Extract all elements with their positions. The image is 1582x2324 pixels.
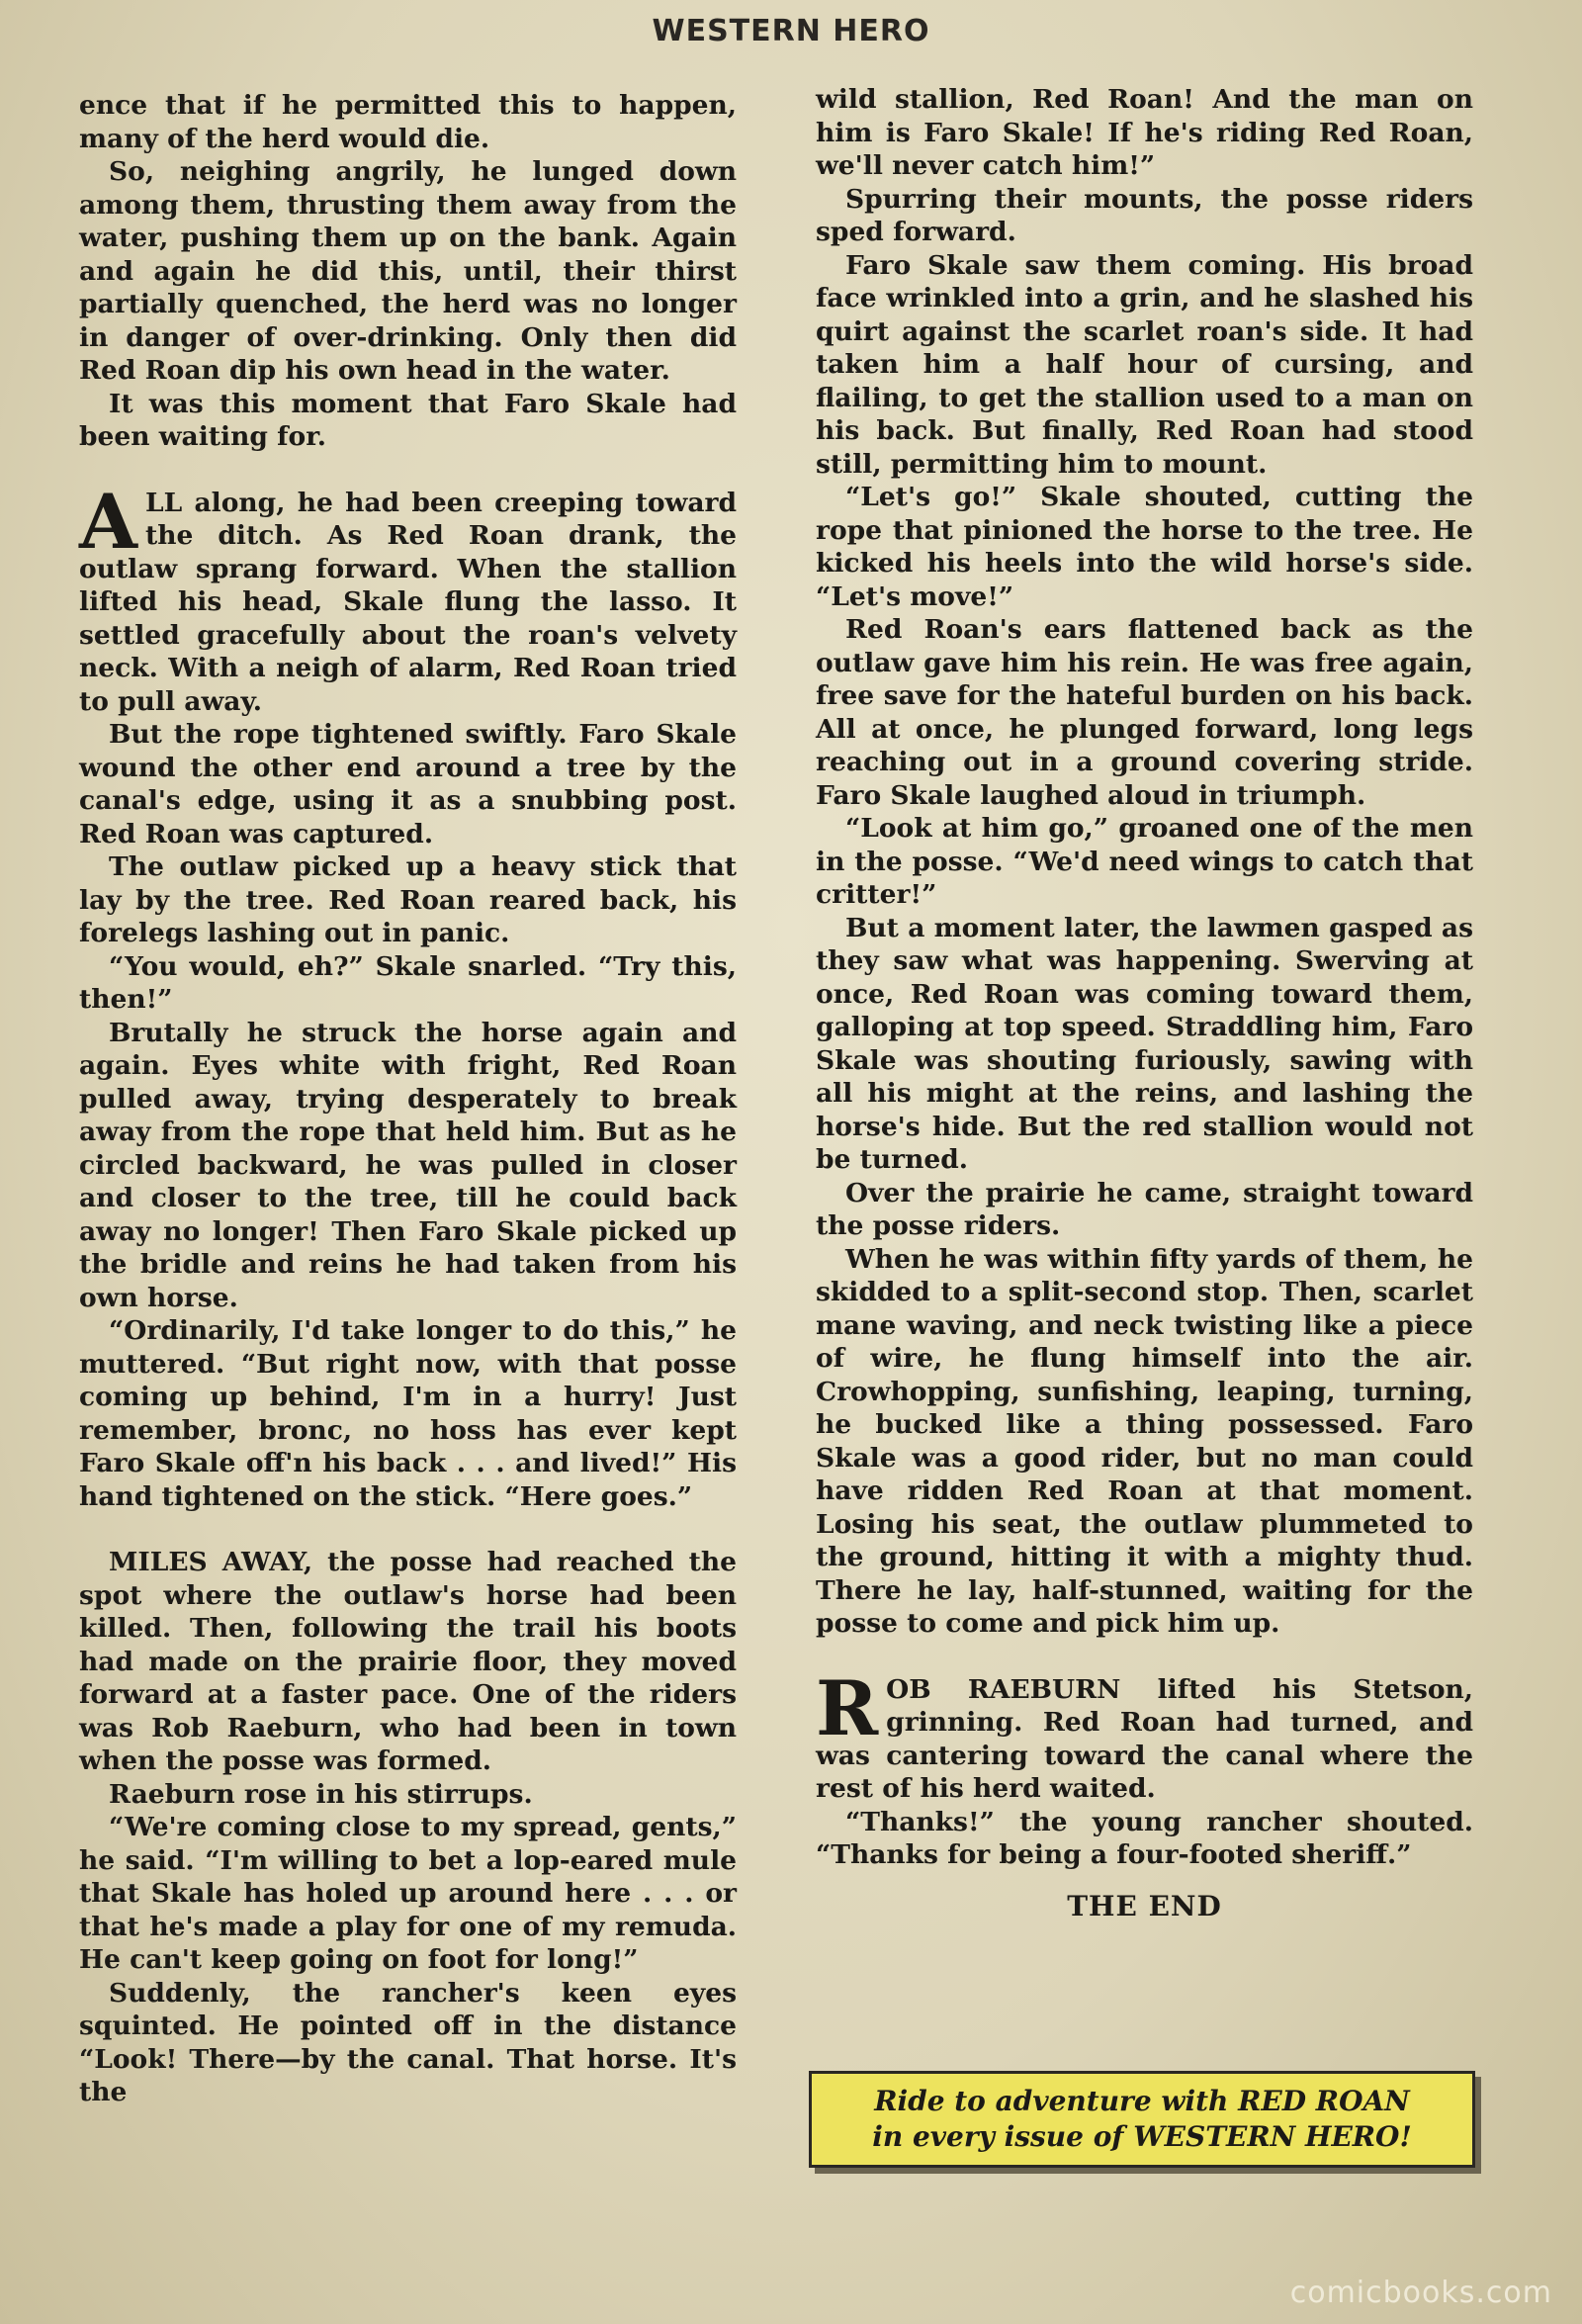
right-column bbox=[816, 83, 1473, 1922]
page-header: WESTERN HERO bbox=[652, 14, 930, 48]
drop-cap: R bbox=[816, 1663, 879, 1752]
promo-line-2: in every issue of WESTERN HERO! bbox=[872, 2120, 1412, 2153]
paragraph: Over the prairie he came, straight toward the posse riders. bbox=[816, 1177, 1473, 1241]
paragraph: It was this moment that Faro Skale had been waiting for. bbox=[79, 388, 737, 452]
paragraph-text: LL along, he had been creeping toward the ditch. As Red Roan drank, the outlaw sprang forward. When the stallion lifted his head, Skale flung the lasso. It settled gracefully about the roan's velvety neck. With a neigh of alarm, Red Roan tried to pull away. bbox=[79, 487, 737, 717]
paragraph: Suddenly, the rancher's keen eyes squinted. He pointed off in the distance “Look! There—by the canal. That horse. It's the bbox=[79, 1977, 737, 2107]
paragraph: “Look at him go,” groaned one of the men in the posse. “We'd need wings to catch that critter!” bbox=[816, 813, 1473, 910]
paragraph: “Ordinarily, I'd take longer to do this,” he muttered. “But right now, with that posse coming up behind, I'm in a hurry! Just remember, bronc, no hoss has ever kept Faro Skale off'n his back . . . and lived!” His hand tightened on the stick. “Here goes.” bbox=[79, 1315, 737, 1512]
paragraph: Faro Skale saw them coming. His broad face wrinkled into a grin, and he slashed his quirt against the scarlet roan's side. It had taken him a half hour of cursing, and flailing, to get the stallion used to a man on his back. But finally, Red Roan had stood still, permitting him to mount. bbox=[816, 249, 1473, 480]
paragraph-dropcap bbox=[816, 1663, 1473, 1806]
paragraph-text: OB RAEBURN lifted his Stetson, grinning. Red Roan had turned, and was cantering toward the canal where the rest of his herd waited. bbox=[816, 1673, 1473, 1804]
drop-cap: A bbox=[79, 477, 137, 566]
paragraph: So, neighing angrily, he lunged down among them, thrusting them away from the water, pushing them up on the bank. Again and again he did this, until, their thirst partially quenched, the herd was no longer in danger of over-drinking. Only then did Red Roan dip his own head in the water. bbox=[79, 156, 737, 386]
paragraph: But a moment later, the lawmen gasped as they saw what was happening. Swerving at once, Red Roan was coming toward them, galloping at top speed. Straddling him, Faro Skale was shouting furiously, sawing with all his might at the reins, and lashing the horse's hide. But the red stallion would not be turned. bbox=[816, 912, 1473, 1175]
paragraph: Red Roan's ears flattened back as the outlaw gave him his rein. He was free again, free save for the hateful burden on his back. All at once, he plunged forward, long legs reaching out in a ground covering stride. Faro Skale laughed aloud in triumph. bbox=[816, 614, 1473, 811]
paragraph: Raeburn rose in his stirrups. bbox=[109, 1778, 533, 1810]
paragraph: Brutally he struck the horse again and again. Eyes white with fright, Red Roan pulled away, trying desperately to break away from the rope that held him. But as he circled backward, he was pulled in closer and closer to the tree, till he could back away no longer! Then Faro Skale picked up the bridle and reins he had taken from his own horse. bbox=[79, 1017, 737, 1313]
paragraph: The outlaw picked up a heavy stick that lay by the tree. Red Roan reared back, his forelegs lashing out in panic. bbox=[79, 851, 737, 948]
paragraph: “Thanks!” the young rancher shouted. “Thanks for being a four-footed sheriff.” bbox=[816, 1806, 1473, 1870]
paragraph: ence that if he permitted this to happen, many of the herd would die. bbox=[79, 90, 737, 154]
watermark: comicbooks.com bbox=[1289, 2276, 1552, 2310]
the-end-label: THE END bbox=[1067, 1889, 1222, 1922]
promo-line-1: Ride to adventure with RED ROAN bbox=[874, 2085, 1410, 2117]
paragraph: wild stallion, Red Roan! And the man on him is Faro Skale! If he's riding Red Roan, we'll never catch him!” bbox=[816, 84, 1473, 181]
paragraph: Spurring their mounts, the posse riders sped forward. bbox=[816, 183, 1473, 247]
paragraph-dropcap bbox=[79, 477, 737, 719]
paragraph: “Let's go!” Skale shouted, cutting the rope that pinioned the horse to the tree. He kicked his heels into the wild horse's side. “Let's move!” bbox=[816, 482, 1473, 612]
promo-box bbox=[809, 2071, 1475, 2168]
paragraph: “We're coming close to my spread, gents,” he said. “I'm willing to bet a lop-eared mule that Skale has holed up around here . . . or that he's made a play for one of my remuda. He can't keep going on foot for long!” bbox=[79, 1812, 737, 1975]
paragraph: But the rope tightened swiftly. Faro Skale wound the other end around a tree by the canal's edge, using it as a snubbing post. Red Roan was captured. bbox=[79, 719, 737, 849]
paragraph: When he was within fifty yards of them, he skidded to a split-second stop. Then, scarlet mane waving, and neck twisting like a piece of wire, he flung himself into the air. Crowhopping, sunfishing, leaping, turning, he bucked like a thing possessed. Faro Skale was a good rider, but no man could have ridden Red Roan at that moment. Losing his seat, the outlaw plummeted to the ground, hitting it with a mighty thud. There he lay, half-stunned, waiting for the posse to come and pick him up. bbox=[816, 1243, 1473, 1639]
paragraph: MILES AWAY, the posse had reached the spot where the outlaw's horse had been killed. Then, following the trail his boots had made on the prairie floor, they moved forward at a faster pace. One of the riders was Rob Raeburn, who had been in town when the posse was formed. bbox=[79, 1547, 737, 1776]
paragraph: “You would, eh?” Skale snarled. “Try this, then!” bbox=[79, 950, 737, 1015]
left-column bbox=[79, 89, 737, 2109]
